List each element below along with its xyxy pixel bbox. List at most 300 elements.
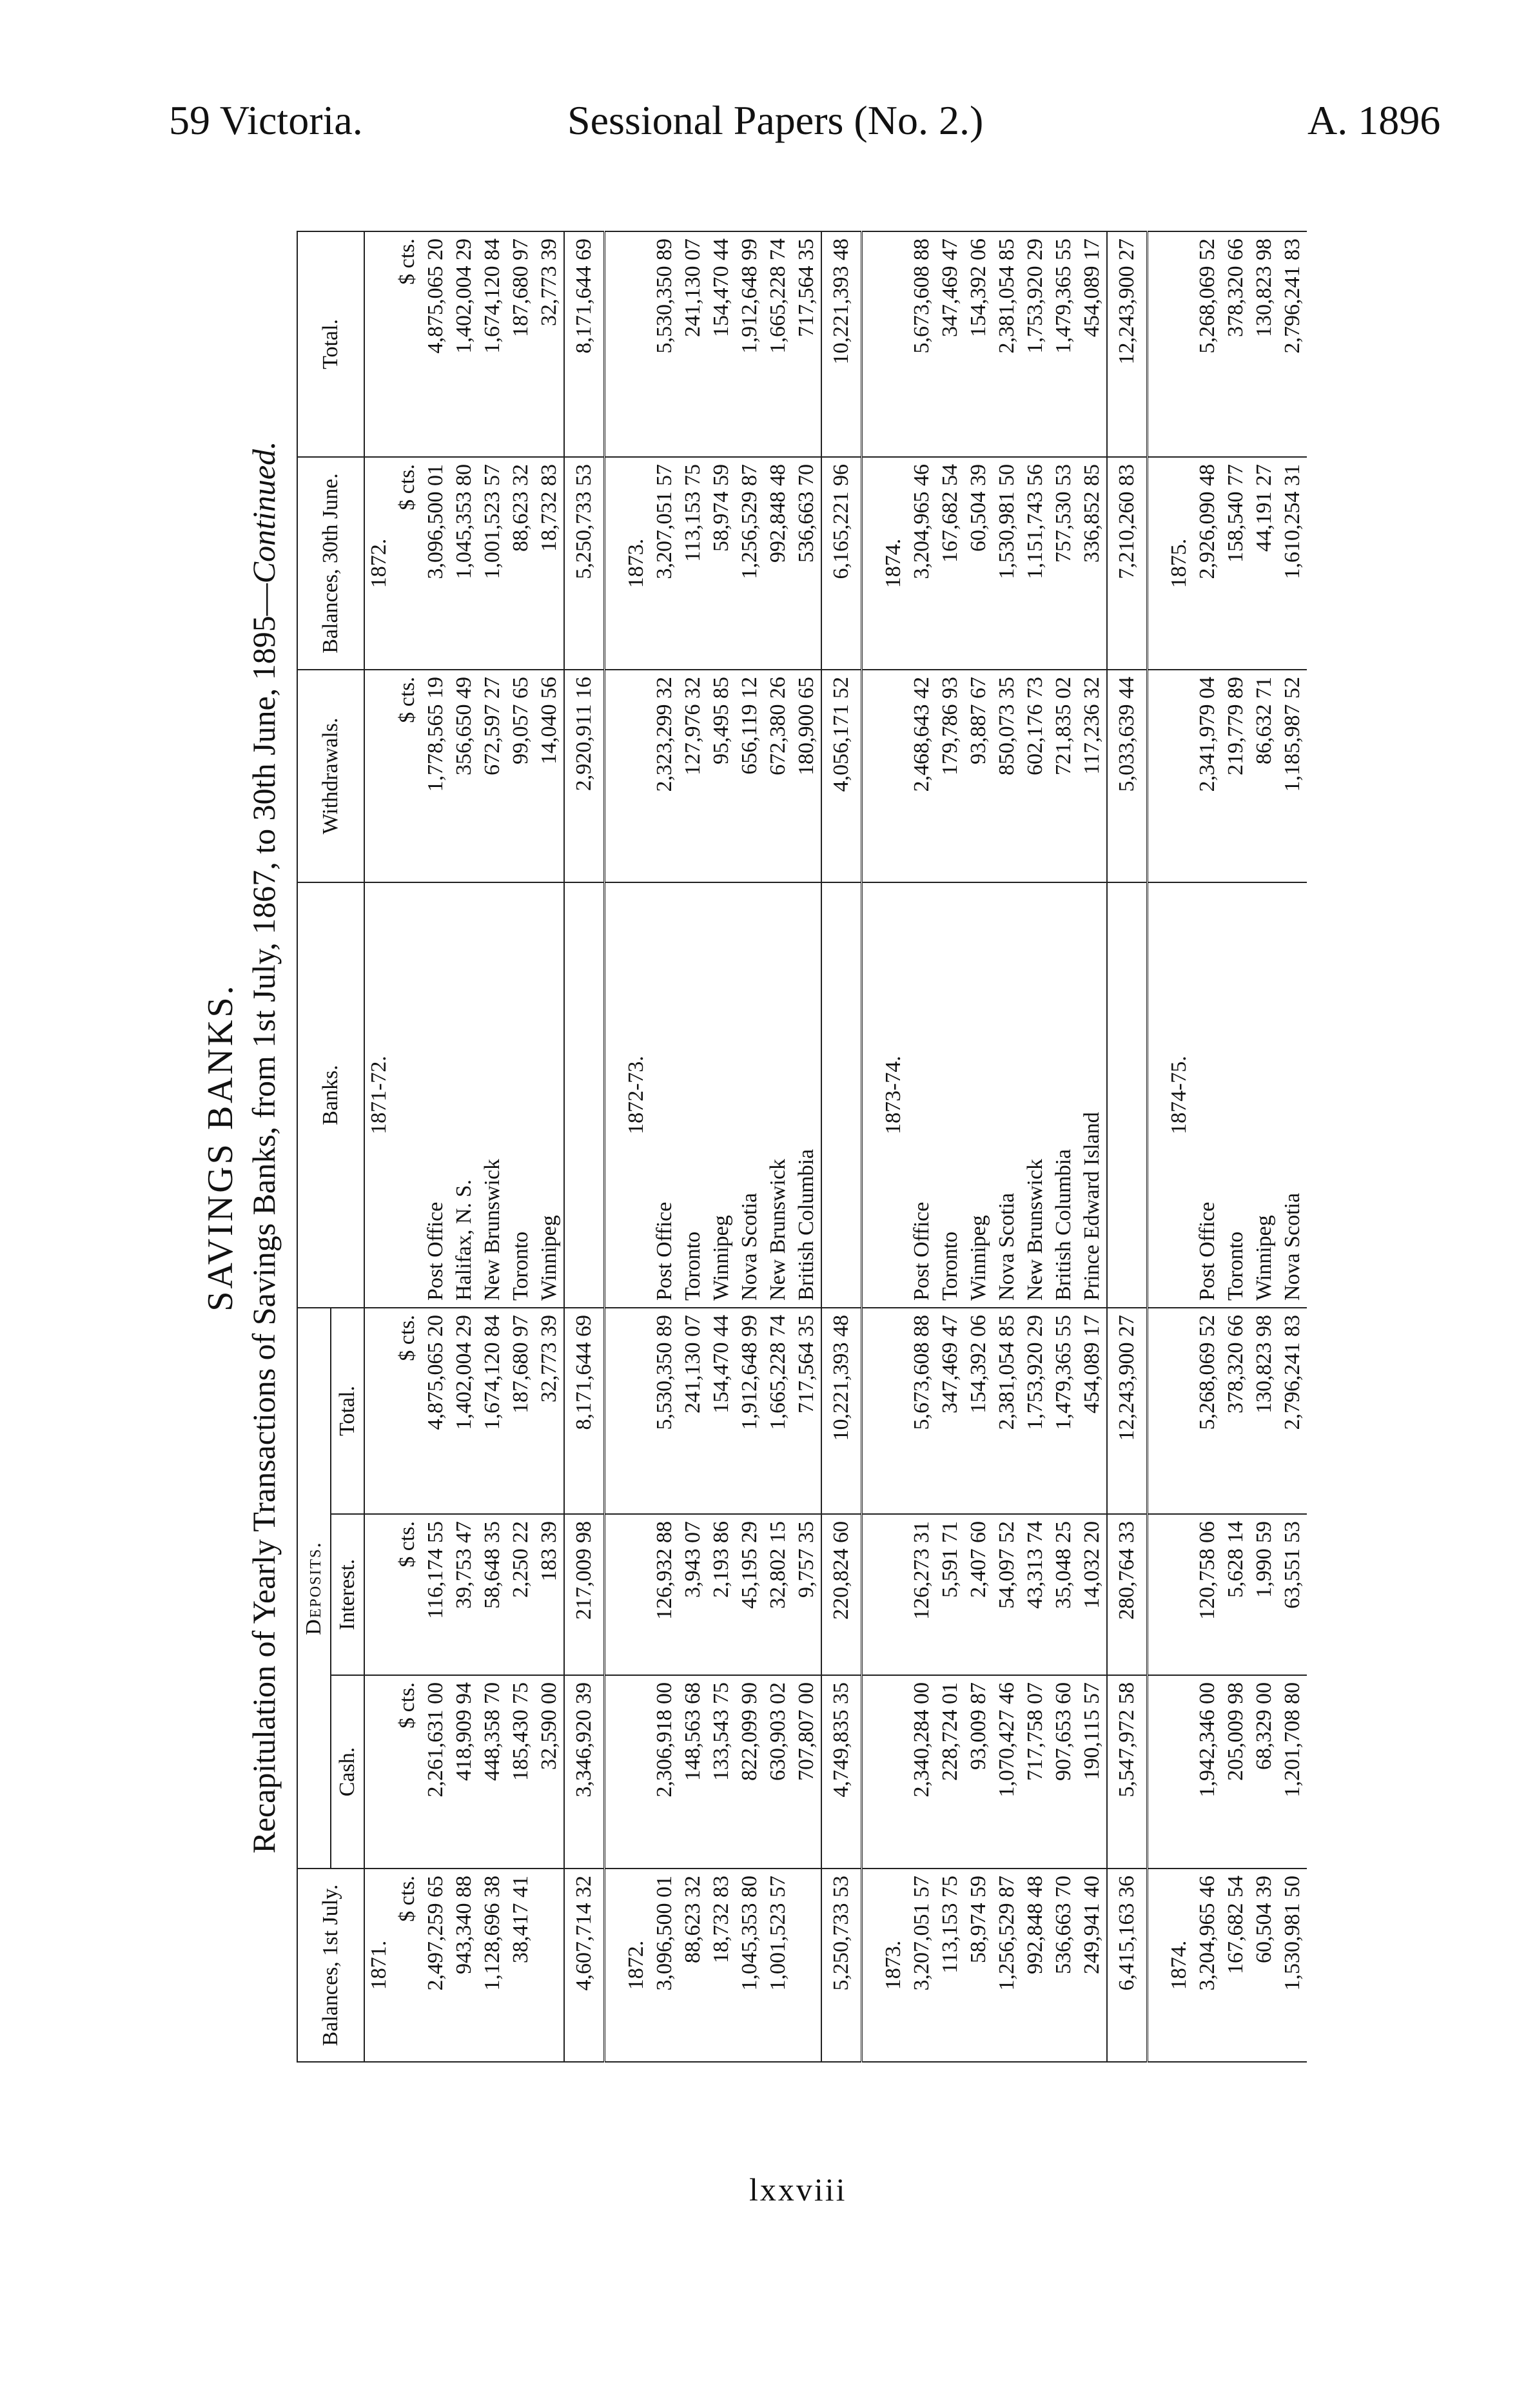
cell-bal1: 3,204,965 46 bbox=[1193, 1869, 1222, 2062]
cell-cash: 1,942,346 00 bbox=[1193, 1675, 1222, 1869]
total-cell-bal1: 4,607,714 32 bbox=[564, 1869, 605, 2062]
cell-bal1: 1,530,981 50 bbox=[1278, 1869, 1307, 2062]
spacer-cell bbox=[1148, 231, 1166, 457]
year-row bbox=[879, 231, 908, 2062]
cell-cash: 93,009 87 bbox=[964, 1675, 993, 1869]
spacer-cell bbox=[1148, 1869, 1166, 2062]
cell-bank: Nova Scotia bbox=[993, 882, 1021, 1308]
year-cell-bank: 1874-75. bbox=[1165, 882, 1193, 1308]
cell-interest: 35,048 25 bbox=[1050, 1514, 1078, 1675]
total-cell-cash: 5,547,972 58 bbox=[1107, 1675, 1148, 1869]
cell-dep_total: 1,753,920 29 bbox=[1021, 1308, 1050, 1514]
cell-interest: 32,802 15 bbox=[764, 1514, 792, 1675]
cell-bal1 bbox=[535, 1869, 564, 2062]
cell-bal30: 1,151,743 56 bbox=[1021, 457, 1050, 670]
cell-interest: 43,313 74 bbox=[1021, 1514, 1050, 1675]
year-cell-cash bbox=[622, 1675, 651, 1869]
running-header-center: Sessional Papers (No. 2.) bbox=[567, 97, 984, 143]
spacer-row bbox=[862, 231, 880, 2062]
total-cell-total: 10,221,393 48 bbox=[821, 231, 862, 457]
cell-bal1: 38,417 41 bbox=[507, 1869, 535, 2062]
total-cell-interest: 280,764 33 bbox=[1107, 1514, 1148, 1675]
year-cell-bal30: 1875. bbox=[1165, 457, 1193, 670]
cell-interest: 2,407 60 bbox=[964, 1514, 993, 1675]
cell-cash: 717,758 07 bbox=[1021, 1675, 1050, 1869]
cell-total: 1,753,920 29 bbox=[1021, 231, 1050, 457]
table-row bbox=[1222, 231, 1250, 2062]
cell-bal30: 1,001,523 57 bbox=[478, 457, 507, 670]
col-header-interest: Interest. bbox=[331, 1514, 364, 1675]
table-row bbox=[736, 231, 764, 2062]
year-cell-cash bbox=[364, 1675, 393, 1869]
cell-withdrawals: 14,040 56 bbox=[535, 670, 564, 882]
table-row bbox=[1021, 231, 1050, 2062]
cell-bank: Winnipeg bbox=[1250, 882, 1278, 1308]
col-header-balances-30th: Balances, 30th June. bbox=[297, 457, 364, 670]
cell-withdrawals: 219,779 89 bbox=[1222, 670, 1250, 882]
cell-cash: 205,009 98 bbox=[1222, 1675, 1250, 1869]
cell-total: 454,089 17 bbox=[1078, 231, 1107, 457]
subtitle-italic: Continued. bbox=[246, 441, 282, 584]
year-cell-withdrawals bbox=[364, 670, 393, 882]
cell-bank: Toronto bbox=[1222, 882, 1250, 1308]
total-cell-interest: 220,824 60 bbox=[821, 1514, 862, 1675]
cell-withdrawals: 2,323,299 32 bbox=[651, 670, 679, 882]
col-header-balances-1st: Balances, 1st July. bbox=[297, 1869, 364, 2062]
units-cell-bal30: $ cts. bbox=[393, 457, 422, 670]
spacer-row bbox=[605, 231, 623, 2062]
cell-dep_total: 347,469 47 bbox=[936, 1308, 964, 1514]
cell-withdrawals: 180,900 65 bbox=[792, 670, 821, 882]
year-cell-dep_total bbox=[364, 1308, 393, 1514]
cell-total: 5,530,350 89 bbox=[651, 231, 679, 457]
year-cell-withdrawals bbox=[622, 670, 651, 882]
cell-bank: New Brunswick bbox=[478, 882, 507, 1308]
year-cell-withdrawals bbox=[1165, 670, 1193, 882]
total-cell-interest: 217,009 98 bbox=[564, 1514, 605, 1675]
total-cell-withdrawals: 4,056,171 52 bbox=[821, 670, 862, 882]
cell-dep_total: 5,530,350 89 bbox=[651, 1308, 679, 1514]
cell-bal1: 113,153 75 bbox=[936, 1869, 964, 2062]
cell-dep_total: 2,796,241 83 bbox=[1278, 1308, 1307, 1514]
cell-bank: Winnipeg bbox=[707, 882, 736, 1308]
cell-cash: 228,724 01 bbox=[936, 1675, 964, 1869]
table-body bbox=[364, 231, 1307, 2062]
page-number: lxxviii bbox=[749, 2171, 847, 2208]
total-cell-dep_total: 8,171,644 69 bbox=[564, 1308, 605, 1514]
cell-bal1: 1,001,523 57 bbox=[764, 1869, 792, 2062]
cell-bal30: 1,530,981 50 bbox=[993, 457, 1021, 670]
year-cell-interest bbox=[879, 1514, 908, 1675]
cell-withdrawals: 93,887 67 bbox=[964, 670, 993, 882]
cell-total: 1,912,648 99 bbox=[736, 231, 764, 457]
table-row bbox=[1250, 231, 1278, 2062]
spacer-row bbox=[1148, 231, 1166, 2062]
cell-bank: Post Office bbox=[651, 882, 679, 1308]
table-title: SAVINGS BANKS. bbox=[201, 983, 240, 1312]
year-cell-withdrawals bbox=[879, 670, 908, 882]
cell-interest: 45,195 29 bbox=[736, 1514, 764, 1675]
savings-banks-table bbox=[297, 231, 1307, 2063]
year-cell-interest bbox=[622, 1514, 651, 1675]
cell-bal30: 60,504 39 bbox=[964, 457, 993, 670]
year-cell-bal30: 1872. bbox=[364, 457, 393, 670]
cell-total: 717,564 35 bbox=[792, 231, 821, 457]
year-cell-cash bbox=[879, 1675, 908, 1869]
cell-cash: 148,563 68 bbox=[679, 1675, 707, 1869]
cell-bal1: 1,128,696 38 bbox=[478, 1869, 507, 2062]
cell-bal1: 88,623 32 bbox=[679, 1869, 707, 2062]
cell-bank: Nova Scotia bbox=[1278, 882, 1307, 1308]
col-header-cash: Cash. bbox=[331, 1675, 364, 1869]
cell-total: 154,470 44 bbox=[707, 231, 736, 457]
cell-interest: 5,591 71 bbox=[936, 1514, 964, 1675]
cell-bank: Prince Edward Island bbox=[1078, 882, 1107, 1308]
year-cell-bal30: 1874. bbox=[879, 457, 908, 670]
cell-bal1: 992,848 48 bbox=[1021, 1869, 1050, 2062]
spacer-cell bbox=[605, 670, 623, 882]
cell-withdrawals: 672,597 27 bbox=[478, 670, 507, 882]
spacer-cell bbox=[862, 1514, 880, 1675]
cell-withdrawals: 721,835 02 bbox=[1050, 670, 1078, 882]
cell-cash: 907,653 60 bbox=[1050, 1675, 1078, 1869]
cell-bal30: 167,682 54 bbox=[936, 457, 964, 670]
cell-interest: 126,932 88 bbox=[651, 1514, 679, 1675]
spacer-cell bbox=[605, 1869, 623, 2062]
cell-bal30: 336,852 85 bbox=[1078, 457, 1107, 670]
year-cell-cash bbox=[1165, 1675, 1193, 1869]
cell-total: 241,130 07 bbox=[679, 231, 707, 457]
total-cell-cash: 4,749,835 35 bbox=[821, 1675, 862, 1869]
total-cell-withdrawals: 2,920,911 16 bbox=[564, 670, 605, 882]
total-cell-bal1: 5,250,733 53 bbox=[821, 1869, 862, 2062]
cell-bal1: 1,256,529 87 bbox=[993, 1869, 1021, 2062]
cell-withdrawals: 117,236 32 bbox=[1078, 670, 1107, 882]
table-row bbox=[764, 231, 792, 2062]
table-row bbox=[507, 231, 535, 2062]
cell-cash: 185,430 75 bbox=[507, 1675, 535, 1869]
spacer-cell bbox=[1148, 1514, 1166, 1675]
cell-withdrawals: 656,119 12 bbox=[736, 670, 764, 882]
total-cell-bal30: 7,210,260 83 bbox=[1107, 457, 1148, 670]
spacer-cell bbox=[605, 1514, 623, 1675]
units-cell-withdrawals: $ cts. bbox=[393, 670, 422, 882]
running-header-left: 59 Victoria. bbox=[169, 97, 363, 143]
col-header-banks: Banks. bbox=[297, 882, 364, 1308]
table-row bbox=[1193, 231, 1222, 2062]
col-header-deposits-total: Total. bbox=[331, 1308, 364, 1514]
col-header-withdrawals: Withdrawals. bbox=[297, 670, 364, 882]
total-row bbox=[1107, 231, 1148, 2062]
cell-interest: 1,990 59 bbox=[1250, 1514, 1278, 1675]
cell-cash: 2,261,631 00 bbox=[422, 1675, 450, 1869]
cell-bal30: 2,926,090 48 bbox=[1193, 457, 1222, 670]
units-cell-cash: $ cts. bbox=[393, 1675, 422, 1869]
cell-bal30: 18,732 83 bbox=[535, 457, 564, 670]
cell-bal30: 158,540 77 bbox=[1222, 457, 1250, 670]
year-row bbox=[622, 231, 651, 2062]
cell-cash: 68,329 00 bbox=[1250, 1675, 1278, 1869]
cell-interest: 2,193 86 bbox=[707, 1514, 736, 1675]
cell-dep_total: 1,402,004 29 bbox=[450, 1308, 478, 1514]
year-cell-bank: 1871-72. bbox=[364, 882, 393, 1308]
cell-withdrawals: 2,468,643 42 bbox=[908, 670, 936, 882]
cell-cash: 418,909 94 bbox=[450, 1675, 478, 1869]
table-row bbox=[1050, 231, 1078, 2062]
cell-interest: 5,628 14 bbox=[1222, 1514, 1250, 1675]
cell-total: 5,673,608 88 bbox=[908, 231, 936, 457]
year-cell-bal1: 1874. bbox=[1165, 1869, 1193, 2062]
cell-bank: British Columbia bbox=[1050, 882, 1078, 1308]
cell-bal1: 167,682 54 bbox=[1222, 1869, 1250, 2062]
cell-dep_total: 154,392 06 bbox=[964, 1308, 993, 1514]
cell-bal1: 943,340 88 bbox=[450, 1869, 478, 2062]
year-row bbox=[364, 231, 393, 2062]
table-row bbox=[707, 231, 736, 2062]
cell-dep_total: 5,268,069 52 bbox=[1193, 1308, 1222, 1514]
cell-bal30: 3,204,965 46 bbox=[908, 457, 936, 670]
cell-dep_total: 717,564 35 bbox=[792, 1308, 821, 1514]
table-row bbox=[1278, 231, 1307, 2062]
col-header-deposits: Deposits. bbox=[297, 1308, 331, 1869]
cell-withdrawals: 179,786 93 bbox=[936, 670, 964, 882]
cell-interest: 126,273 31 bbox=[908, 1514, 936, 1675]
cell-cash: 133,543 75 bbox=[707, 1675, 736, 1869]
cell-bal30: 113,153 75 bbox=[679, 457, 707, 670]
total-cell-withdrawals: 5,033,639 44 bbox=[1107, 670, 1148, 882]
cell-bank: Toronto bbox=[679, 882, 707, 1308]
cell-bal1: 3,096,500 01 bbox=[651, 1869, 679, 2062]
cell-bal30: 536,663 70 bbox=[792, 457, 821, 670]
cell-dep_total: 130,823 98 bbox=[1250, 1308, 1278, 1514]
total-cell-bank bbox=[821, 882, 862, 1308]
spacer-cell bbox=[1148, 670, 1166, 882]
cell-bal1: 3,207,051 57 bbox=[908, 1869, 936, 2062]
table-row bbox=[535, 231, 564, 2062]
cell-total: 2,796,241 83 bbox=[1278, 231, 1307, 457]
cell-withdrawals: 99,057 65 bbox=[507, 670, 535, 882]
year-cell-dep_total bbox=[1165, 1308, 1193, 1514]
cell-bal1: 18,732 83 bbox=[707, 1869, 736, 2062]
cell-total: 187,680 97 bbox=[507, 231, 535, 457]
total-cell-total: 8,171,644 69 bbox=[564, 231, 605, 457]
cell-cash: 822,099 90 bbox=[736, 1675, 764, 1869]
year-cell-total bbox=[879, 231, 908, 457]
cell-interest: 116,174 55 bbox=[422, 1514, 450, 1675]
year-cell-bal1: 1872. bbox=[622, 1869, 651, 2062]
spacer-cell bbox=[605, 1675, 623, 1869]
table-row bbox=[422, 231, 450, 2062]
year-cell-total bbox=[1165, 231, 1193, 457]
cell-interest: 54,097 52 bbox=[993, 1514, 1021, 1675]
year-cell-total bbox=[364, 231, 393, 457]
spacer-cell bbox=[862, 1869, 880, 2062]
table-row bbox=[651, 231, 679, 2062]
cell-withdrawals: 602,176 73 bbox=[1021, 670, 1050, 882]
cell-bal30: 44,191 27 bbox=[1250, 457, 1278, 670]
cell-dep_total: 4,875,065 20 bbox=[422, 1308, 450, 1514]
cell-bal30: 88,623 32 bbox=[507, 457, 535, 670]
cell-bank: New Brunswick bbox=[764, 882, 792, 1308]
cell-cash: 707,807 00 bbox=[792, 1675, 821, 1869]
spacer-cell bbox=[605, 231, 623, 457]
table-subtitle bbox=[245, 232, 297, 2063]
spacer-cell bbox=[862, 1308, 880, 1514]
running-header-right: A. 1896 bbox=[1307, 97, 1441, 143]
spacer-cell bbox=[862, 457, 880, 670]
cell-bank: Halifax, N. S. bbox=[450, 882, 478, 1308]
table-row bbox=[936, 231, 964, 2062]
spacer-cell bbox=[862, 1675, 880, 1869]
cell-withdrawals: 86,632 71 bbox=[1250, 670, 1278, 882]
spacer-cell bbox=[1148, 1308, 1166, 1514]
total-cell-total: 12,243,900 27 bbox=[1107, 231, 1148, 457]
units-cell-dep_total: $ cts. bbox=[393, 1308, 422, 1514]
spacer-cell bbox=[605, 1308, 623, 1514]
cell-withdrawals: 127,976 32 bbox=[679, 670, 707, 882]
cell-interest: 58,648 35 bbox=[478, 1514, 507, 1675]
cell-dep_total: 378,320 66 bbox=[1222, 1308, 1250, 1514]
rotated-table-block bbox=[200, 232, 1444, 2063]
spacer-cell bbox=[1148, 457, 1166, 670]
cell-dep_total: 454,089 17 bbox=[1078, 1308, 1107, 1514]
year-cell-bank: 1872-73. bbox=[622, 882, 651, 1308]
total-cell-cash: 3,346,920 39 bbox=[564, 1675, 605, 1869]
subtitle-main: Recapitulation of Yearly Transactions of Savings Banks, from 1st July, 1867, to 30th June, 1895— bbox=[246, 583, 282, 1854]
total-row bbox=[821, 231, 862, 2062]
cell-bank: Post Office bbox=[908, 882, 936, 1308]
cell-dep_total: 2,381,054 85 bbox=[993, 1308, 1021, 1514]
cell-cash: 448,358 70 bbox=[478, 1675, 507, 1869]
cell-bal1 bbox=[792, 1869, 821, 2062]
cell-interest: 63,551 53 bbox=[1278, 1514, 1307, 1675]
table-row bbox=[478, 231, 507, 2062]
cell-bank: Nova Scotia bbox=[736, 882, 764, 1308]
cell-bal1: 58,974 59 bbox=[964, 1869, 993, 2062]
units-cell-interest: $ cts. bbox=[393, 1514, 422, 1675]
cell-bal1: 1,045,353 80 bbox=[736, 1869, 764, 2062]
table-row bbox=[450, 231, 478, 2062]
cell-interest: 39,753 47 bbox=[450, 1514, 478, 1675]
cell-bank: New Brunswick bbox=[1021, 882, 1050, 1308]
cell-cash: 1,201,708 80 bbox=[1278, 1675, 1307, 1869]
spacer-cell bbox=[862, 882, 880, 1308]
cell-cash: 32,590 00 bbox=[535, 1675, 564, 1869]
cell-dep_total: 1,665,228 74 bbox=[764, 1308, 792, 1514]
cell-interest: 9,757 35 bbox=[792, 1514, 821, 1675]
year-cell-bal1: 1871. bbox=[364, 1869, 393, 2062]
total-row bbox=[564, 231, 605, 2062]
spacer-cell bbox=[1148, 1675, 1166, 1869]
cell-withdrawals: 1,185,987 52 bbox=[1278, 670, 1307, 882]
cell-withdrawals: 2,341,979 04 bbox=[1193, 670, 1222, 882]
year-cell-total bbox=[622, 231, 651, 457]
units-cell-bank bbox=[393, 882, 422, 1308]
cell-bal30: 1,610,254 31 bbox=[1278, 457, 1307, 670]
year-cell-interest bbox=[364, 1514, 393, 1675]
spacer-cell bbox=[1148, 882, 1166, 1308]
cell-bal1: 60,504 39 bbox=[1250, 1869, 1278, 2062]
col-header-total: Total. bbox=[297, 231, 364, 457]
spacer-cell bbox=[605, 882, 623, 1308]
cell-cash: 1,070,427 46 bbox=[993, 1675, 1021, 1869]
cell-total: 1,674,120 84 bbox=[478, 231, 507, 457]
table-row bbox=[964, 231, 993, 2062]
cell-total: 130,823 98 bbox=[1250, 231, 1278, 457]
cell-total: 1,479,365 55 bbox=[1050, 231, 1078, 457]
cell-bank: Toronto bbox=[936, 882, 964, 1308]
table-row bbox=[792, 231, 821, 2062]
cell-dep_total: 154,470 44 bbox=[707, 1308, 736, 1514]
cell-bal1: 2,497,259 65 bbox=[422, 1869, 450, 2062]
cell-dep_total: 187,680 97 bbox=[507, 1308, 535, 1514]
cell-total: 4,875,065 20 bbox=[422, 231, 450, 457]
cell-withdrawals: 356,650 49 bbox=[450, 670, 478, 882]
year-cell-bank: 1873-74. bbox=[879, 882, 908, 1308]
cell-withdrawals: 1,778,565 19 bbox=[422, 670, 450, 882]
cell-dep_total: 1,912,648 99 bbox=[736, 1308, 764, 1514]
units-cell-bal1: $ cts. bbox=[393, 1869, 422, 2062]
cell-bank: Post Office bbox=[422, 882, 450, 1308]
cell-bal30: 1,045,353 80 bbox=[450, 457, 478, 670]
cell-withdrawals: 850,073 35 bbox=[993, 670, 1021, 882]
cell-interest: 120,758 06 bbox=[1193, 1514, 1222, 1675]
table-row bbox=[908, 231, 936, 2062]
spacer-cell bbox=[862, 670, 880, 882]
spacer-cell bbox=[862, 231, 880, 457]
cell-dep_total: 32,773 39 bbox=[535, 1308, 564, 1514]
cell-total: 2,381,054 85 bbox=[993, 231, 1021, 457]
total-cell-bal30: 6,165,221 96 bbox=[821, 457, 862, 670]
table-row bbox=[993, 231, 1021, 2062]
cell-withdrawals: 95,495 85 bbox=[707, 670, 736, 882]
cell-interest: 3,943 07 bbox=[679, 1514, 707, 1675]
cell-total: 1,402,004 29 bbox=[450, 231, 478, 457]
cell-interest: 183 39 bbox=[535, 1514, 564, 1675]
cell-bank: Winnipeg bbox=[535, 882, 564, 1308]
year-cell-dep_total bbox=[879, 1308, 908, 1514]
cell-total: 32,773 39 bbox=[535, 231, 564, 457]
year-cell-bal1: 1873. bbox=[879, 1869, 908, 2062]
year-cell-bal30: 1873. bbox=[622, 457, 651, 670]
cell-bal30: 992,848 48 bbox=[764, 457, 792, 670]
cell-bank: Post Office bbox=[1193, 882, 1222, 1308]
total-cell-bank bbox=[1107, 882, 1148, 1308]
year-cell-interest bbox=[1165, 1514, 1193, 1675]
cell-bal30: 3,207,051 57 bbox=[651, 457, 679, 670]
cell-dep_total: 1,674,120 84 bbox=[478, 1308, 507, 1514]
total-cell-dep_total: 10,221,393 48 bbox=[821, 1308, 862, 1514]
cell-bal30: 1,256,529 87 bbox=[736, 457, 764, 670]
cell-cash: 190,115 57 bbox=[1078, 1675, 1107, 1869]
units-cell-total: $ cts. bbox=[393, 231, 422, 457]
cell-dep_total: 1,479,365 55 bbox=[1050, 1308, 1078, 1514]
total-cell-bank bbox=[564, 882, 605, 1308]
cell-bal1: 249,941 40 bbox=[1078, 1869, 1107, 2062]
table-row bbox=[1078, 231, 1107, 2062]
cell-dep_total: 5,673,608 88 bbox=[908, 1308, 936, 1514]
cell-cash: 2,306,918 00 bbox=[651, 1675, 679, 1869]
cell-total: 378,320 66 bbox=[1222, 231, 1250, 457]
total-cell-dep_total: 12,243,900 27 bbox=[1107, 1308, 1148, 1514]
table-row bbox=[679, 231, 707, 2062]
year-cell-dep_total bbox=[622, 1308, 651, 1514]
total-cell-bal30: 5,250,733 53 bbox=[564, 457, 605, 670]
cell-bank: British Columbia bbox=[792, 882, 821, 1308]
units-row bbox=[393, 231, 422, 2062]
cell-bank: Winnipeg bbox=[964, 882, 993, 1308]
cell-interest: 14,032 20 bbox=[1078, 1514, 1107, 1675]
